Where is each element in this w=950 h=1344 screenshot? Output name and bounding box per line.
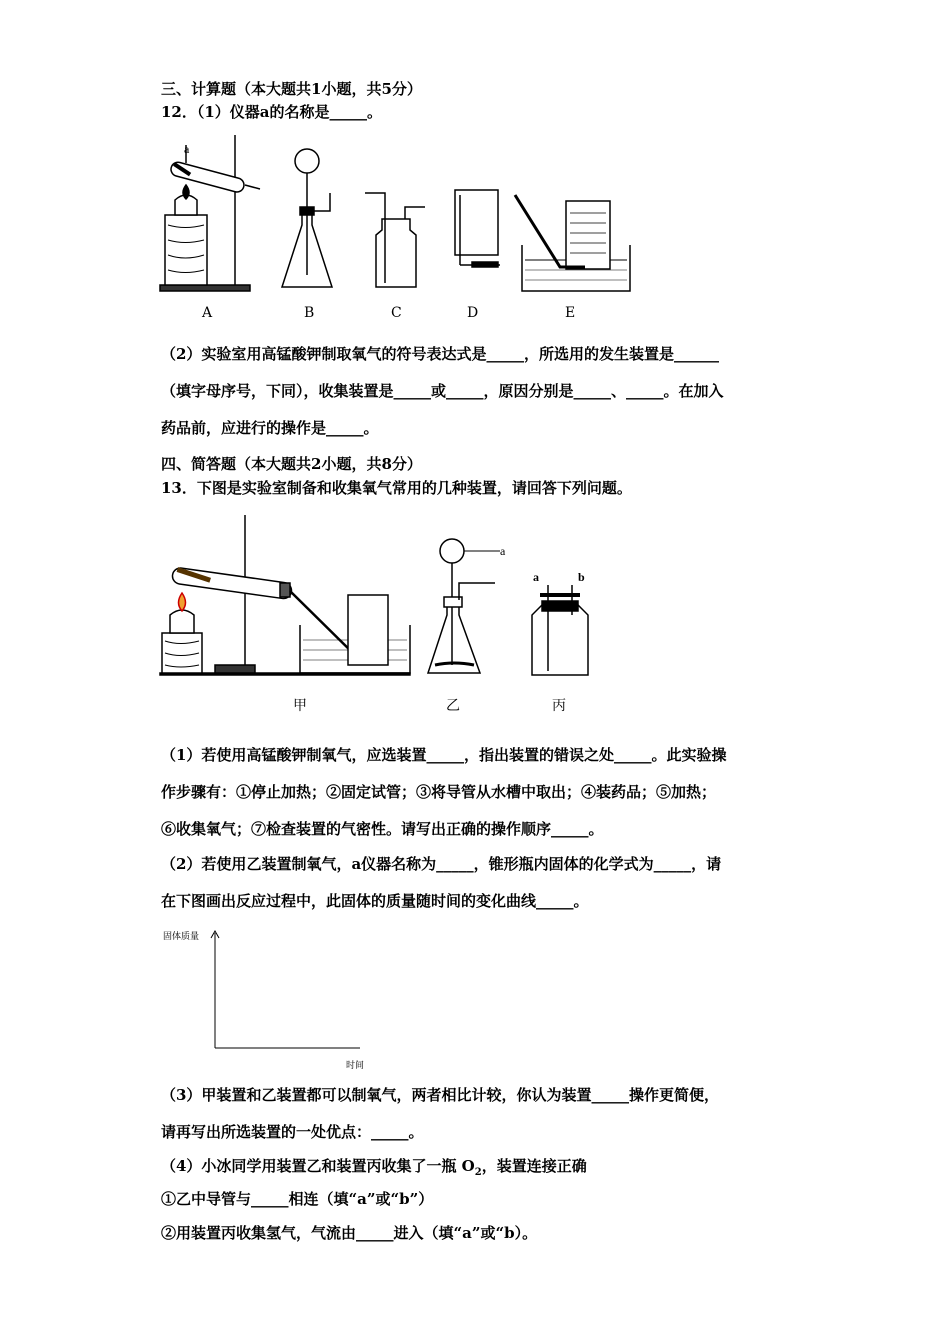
graph-y-label: 固体质量 [163,932,200,942]
q13-part1-line2: 作步骤有：①停止加热；②固定试管；③将导管从水槽中取出；④装药品；⑤加热； [161,783,717,801]
label-B: B [304,305,315,321]
q13-part2-line1: （2）若使用乙装置制氧气，a仪器名称为_____，锥形瓶内固体的化学式为_____，请 [161,855,722,873]
section-heading-3: 三、计算题（本大题共1小题，共5分） [161,80,422,98]
label-a-tube: a [533,570,539,584]
label-E: E [565,305,576,321]
apparatus-b [282,149,332,287]
apparatus-a [160,135,260,291]
q13-part4-sub: 2 [474,1167,482,1178]
mass-time-graph [160,928,360,1068]
apparatus-bing [532,585,588,675]
label-a-funnel: a [500,544,506,558]
q12-part2-line2: （填字母序号，下同），收集装置是_____或_____，原因分别是_____、_____。在加入 [161,382,724,400]
q13-part1-line3: ⑥收集氧气；⑦检查装置的气密性。请写出正确的操作顺序_____。 [161,820,604,838]
q12-part2-line1: （2）实验室用高锰酸钾制取氧气的符号表达式是_____，所选用的发生装置是______ [161,345,719,363]
apparatus-yi [428,539,500,673]
q13-part3-line1: （3）甲装置和乙装置都可以制氧气，两者相比计较，你认为装置_____操作更简便， [161,1086,719,1104]
q13-part4-post: ，装置连接正确 [481,1157,587,1175]
label-yi: 乙 [446,698,460,714]
apparatus-d [455,190,500,267]
label-D: D [467,305,479,321]
q12-part2-line3: 药品前，应进行的操作是_____。 [161,419,379,437]
apparatus-e [515,195,630,291]
q13-part4-intro [161,1156,587,1183]
q13-part4-item1: ①乙中导管与_____相连（填“a”或“b”） [161,1190,434,1208]
label-b-tube: b [578,570,585,584]
q13-part4-item2: ②用装置丙收集氢气，气流由_____进入（填“a”或“b）。 [161,1224,538,1242]
label-bing: 丙 [552,698,566,714]
label-a-mark: a [184,142,190,156]
q13-part1-line1: （1）若使用高锰酸钾制氧气，应选装置_____，指出装置的错误之处_____。此实验操 [161,746,727,764]
q13-part4-pre: （4）小冰同学用装置乙和装置丙收集了一瓶 O [161,1157,475,1175]
apparatus-c [365,193,425,287]
section-heading-4: 四、简答题（本大题共2小题，共8分） [161,455,422,473]
label-C: C [391,305,402,321]
graph-x-label: 时间 [346,1061,365,1071]
label-A: A [202,305,213,321]
label-jia: 甲 [293,698,307,714]
figure-apparatus-a-e [160,135,640,305]
q13-part3-line2: 请再写出所选装置的一处优点：_____。 [161,1123,424,1141]
question-12-title: 12．（1）仪器a的名称是_____。 [161,103,383,121]
figure-apparatus-jia-yi-bing [160,515,600,685]
apparatus-jia [160,515,410,675]
q13-part2-line2: 在下图画出反应过程中，此固体的质量随时间的变化曲线_____。 [161,892,589,910]
question-13-title: 13．下图是实验室制备和收集氧气常用的几种装置，请回答下列问题。 [161,479,632,497]
